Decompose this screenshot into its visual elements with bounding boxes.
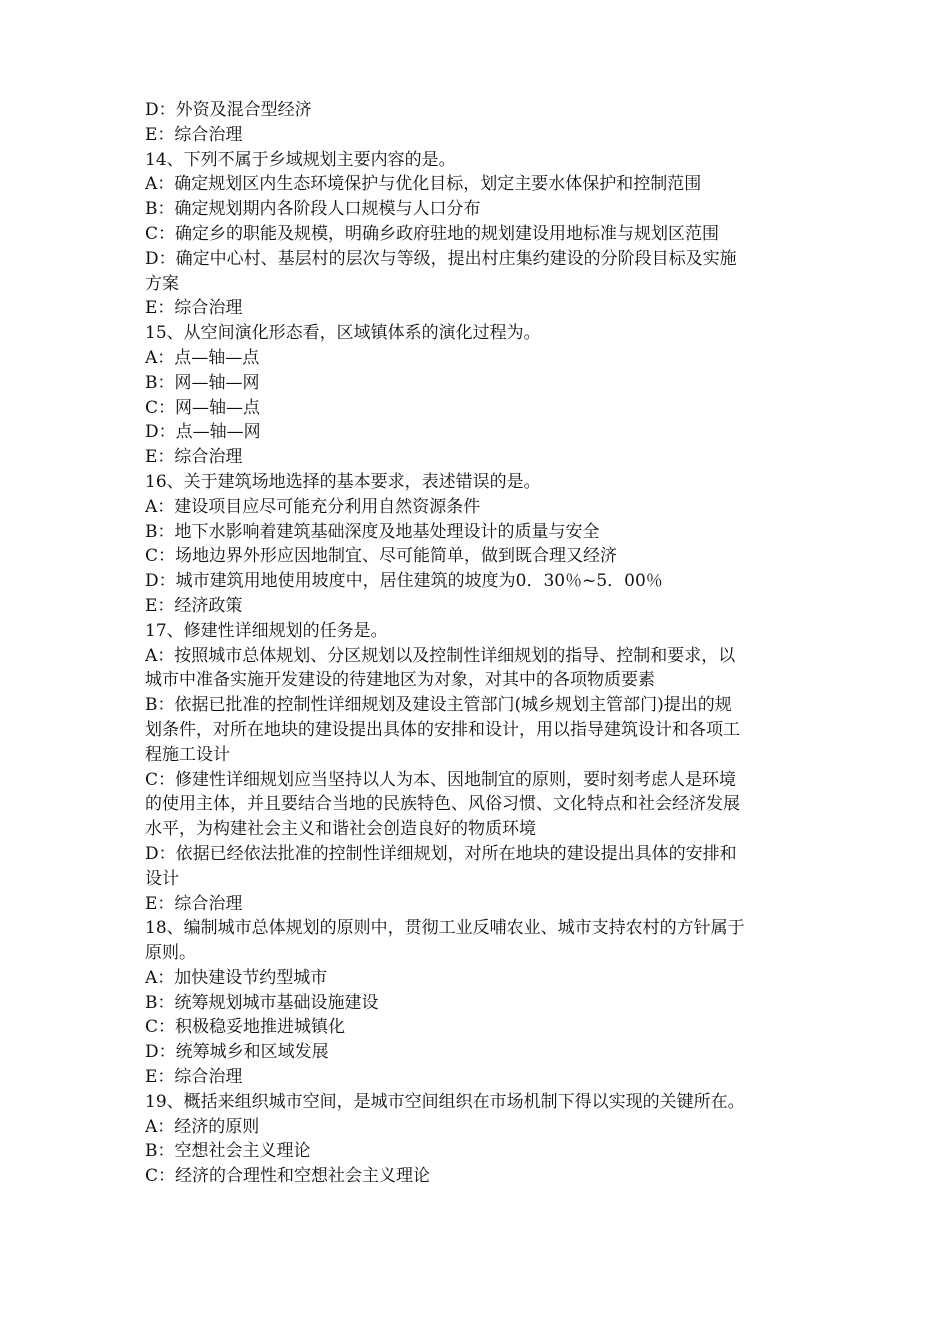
q16-option-e: E：经济政策 — [145, 595, 243, 616]
q17-option-b-cont-1: 划条件，对所在地块的建设提出具体的安排和设计，用以指导建筑设计和各项工 — [145, 719, 740, 740]
q15-option-b: B：网—轴—网 — [145, 372, 260, 393]
q17-option-a-cont: 城市中准备实施开发建设的待建地区为对象，对其中的各项物质要素 — [145, 670, 655, 691]
q17-option-c-cont-1: 的使用主体，并且要结合当地的民族特色、风俗习惯、文化特点和社会经济发展 — [145, 794, 740, 815]
option-d-line: D：外资及混合型经济 — [145, 100, 312, 120]
q19-option-c: C：经济的合理性和空想社会主义理论 — [145, 1166, 431, 1187]
q14-option-e: E：综合治理 — [145, 298, 243, 319]
option-e-line: E：综合治理 — [145, 124, 243, 145]
question-15: 15、从空间演化形态看，区域镇体系的演化过程为。 — [145, 323, 541, 344]
q14-option-d-cont: 方案 — [145, 273, 179, 294]
q19-option-a: A：经济的原则 — [145, 1116, 260, 1137]
q17-option-d-cont: 设计 — [145, 868, 179, 889]
q16-option-d: D：城市建筑用地使用坡度中，居住建筑的坡度为0．30％~5．00％ — [145, 571, 663, 592]
q17-option-e: E：综合治理 — [145, 893, 243, 914]
question-18-cont: 原则。 — [145, 943, 196, 964]
q17-option-a: A：按照城市总体规划、分区规划以及控制性详细规划的指导、控制和要求，以 — [145, 645, 736, 666]
q17-option-b-cont-2: 程施工设计 — [145, 744, 230, 765]
q14-option-b: B：确定规划期内各阶段人口规模与人口分布 — [145, 199, 481, 220]
q16-option-a: A：建设项目应尽可能充分利用自然资源条件 — [145, 496, 481, 517]
q16-option-c: C：场地边界外形应因地制宜、尽可能简单，做到既合理又经济 — [145, 546, 618, 567]
q14-option-d: D：确定中心村、基层村的层次与等级，提出村庄集约建设的分阶段目标及实施 — [145, 248, 737, 269]
q15-option-e: E：综合治理 — [145, 447, 243, 468]
q18-option-a: A：加快建设节约型城市 — [145, 967, 328, 988]
question-19: 19、概括来组织城市空间，是城市空间组织在市场机制下得以实现的关键所在。 — [145, 1091, 745, 1112]
q14-option-a: A：确定规划区内生态环境保护与优化目标，划定主要水体保护和控制范围 — [145, 174, 702, 195]
q17-option-c-cont-2: 水平，为构建社会主义和谐社会创造良好的物质环境 — [145, 819, 536, 840]
question-16: 16、关于建筑场地选择的基本要求，表述错误的是。 — [145, 471, 541, 492]
q15-option-c: C：网—轴—点 — [145, 397, 261, 418]
q16-option-b: B：地下水影响着建筑基础深度及地基处理设计的质量与安全 — [145, 521, 600, 542]
q17-option-d: D：依据已经依法批准的控制性详细规划，对所在地块的建设提出具体的安排和 — [145, 843, 737, 864]
q17-option-c: C：修建性详细规划应当坚持以人为本、因地制宜的原则，要时刻考虑人是环境 — [145, 769, 737, 790]
q19-option-b: B：空想社会主义理论 — [145, 1141, 311, 1162]
q18-option-e: E：综合治理 — [145, 1067, 243, 1088]
q18-option-d: D：统筹城乡和区域发展 — [145, 1042, 329, 1063]
q15-option-d: D：点—轴—网 — [145, 422, 261, 443]
question-18: 18、编制城市总体规划的原则中，贯彻工业反哺农业、城市支持农村的方针属于 — [145, 918, 745, 939]
question-17: 17、修建性详细规划的任务是。 — [145, 620, 388, 641]
q14-option-c: C：确定乡的职能及规模，明确乡政府驻地的规划建设用地标准与规划区范围 — [145, 223, 720, 244]
question-14: 14、下列不属于乡域规划主要内容的是。 — [145, 149, 456, 170]
q17-option-b: B：依据已批准的控制性详细规划及建设主管部门(城乡规划主管部门)提出的规 — [145, 695, 732, 716]
document-page — [145, 98, 815, 1189]
q15-option-a: A：点—轴—点 — [145, 347, 260, 368]
q18-option-c: C：积极稳妥地推进城镇化 — [145, 1017, 346, 1038]
q18-option-b: B：统筹规划城市基础设施建设 — [145, 992, 379, 1013]
